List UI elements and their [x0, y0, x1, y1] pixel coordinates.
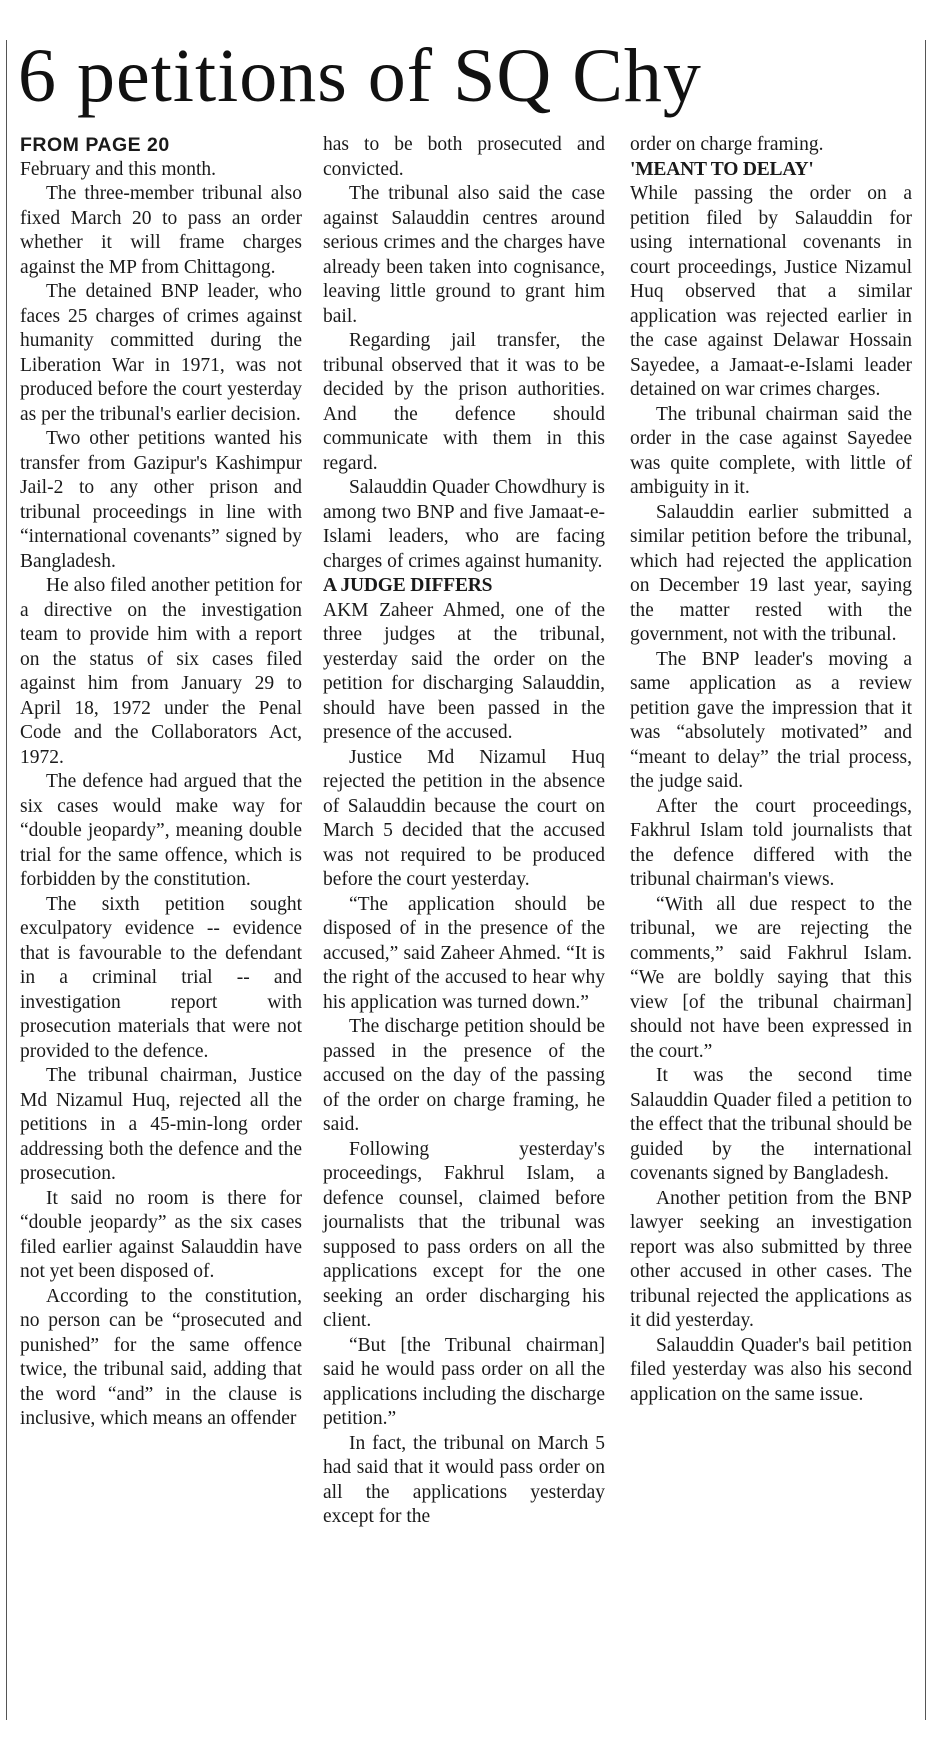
- left-border-rule: [6, 40, 7, 1720]
- paragraph: “With all due respect to the tribunal, we are rejecting the comments,” said Fakhrul Islam. “We are boldly saying that this view [of the tribunal chairman] should not have been expressed in the court.”: [630, 893, 912, 1062]
- paragraph: Salauddin earlier submitted a similar petition before the tribunal, which had rejected the application on December 19 last year, saying the matter rested with the government, not with the tribunal.: [630, 501, 912, 645]
- paragraph: It said no room is there for “double jeopardy” as the six cases filed earlier against Salauddin have not yet been disposed of.: [20, 1187, 302, 1282]
- paragraph: Another petition from the BNP lawyer seeking an investigation report was also submitted by three other accused in other cases. The tribunal rejected the applications as it did yesterday.: [630, 1187, 912, 1331]
- paragraph: While passing the order on a petition filed by Salauddin for using international covenants in court proceedings, Justice Nizamul Huq observed that a similar application was rejected earlier in the case against Delawar Hossain Sayedee, a Jamaat-e-Islami leader detained on war crimes charges.: [630, 183, 912, 400]
- paragraph: The tribunal chairman, Justice Md Nizamul Huq, rejected all the petitions in a 45-min-long order addressing both the defence and the prosecution.: [20, 1065, 302, 1184]
- paragraph: Justice Md Nizamul Huq rejected the petition in the absence of Salauddin because the court on March 5 decided that the accused was not required to be produced before the court yesterday.: [323, 746, 605, 890]
- paragraph: AKM Zaheer Ahmed, one of the three judges at the tribunal, yesterday said the order on the petition for discharging Salauddin, should have been passed in the presence of the accused.: [323, 599, 605, 743]
- paragraph: The tribunal chairman said the order in the case against Sayedee was quite complete, with little of ambiguity in it.: [630, 403, 912, 498]
- kicker-from-page: FROM PAGE 20: [20, 134, 170, 156]
- paragraph: Following yesterday's proceedings, Fakhrul Islam, a defence counsel, claimed before journalists that the tribunal was supposed to pass orders on all the applications except for the one seeking an order discharging his client.: [323, 1138, 605, 1331]
- paragraph: The detained BNP leader, who faces 25 charges of crimes against humanity committed during the Liberation War in 1971, was not produced before the court yesterday as per the tribunal's earlier decision.: [20, 281, 302, 425]
- paragraph: The discharge petition should be passed in the presence of the accused on the day of the passing of the order on charge framing, he said.: [323, 1016, 605, 1135]
- headline: 6 petitions of SQ Chy: [18, 34, 702, 118]
- paragraph: Salauddin Quader's bail petition filed yesterday was also his second application on the same issue.: [630, 1334, 912, 1405]
- paragraph: Salauddin Quader Chowdhury is among two BNP and five Jamaat-e-Islami leaders, who are facing charges of crimes against humanity.: [323, 477, 605, 572]
- column-1: [20, 133, 302, 1733]
- paragraph: According to the constitution, no person can be “prosecuted and punished” for the same offence twice, the tribunal said, adding that the word “and” in the clause is inclusive, which means an offender: [20, 1285, 302, 1429]
- paragraph: The tribunal also said the case against Salauddin centres around serious crimes and the charges have already been taken into cognisance, leaving little ground to grant him bail.: [323, 183, 605, 327]
- paragraph: The sixth petition sought exculpatory evidence -- evidence that is favourable to the defendant in a criminal trial -- and investigation report with prosecution materials that were not provided to the defence.: [20, 893, 302, 1062]
- subheading-a-judge-differs: A JUDGE DIFFERS: [323, 575, 493, 596]
- paragraph: order on charge framing.: [630, 134, 824, 155]
- paragraph: has to be both prosecuted and convicted.: [323, 134, 605, 180]
- subheading-meant-to-delay: 'MEANT TO DELAY': [630, 158, 814, 180]
- paragraph: The BNP leader's moving a same application as a review petition gave the impression that it was “absolutely motivated” and “meant to delay” the trial process, the judge said.: [630, 648, 912, 792]
- paragraph: “The application should be disposed of in the presence of the accused,” said Zaheer Ahmed. “It is the right of the accused to hear why his application was turned down.”: [323, 893, 605, 1013]
- paragraph: The defence had argued that the six cases would make way for “double jeopardy”, meaning double trial for the same offence, which is forbidden by the constitution.: [20, 771, 302, 890]
- paragraph: February and this month.: [20, 158, 217, 180]
- paragraph: After the court proceedings, Fakhrul Islam told journalists that the defence differed with the tribunal chairman's views.: [630, 795, 912, 890]
- paragraph: He also filed another petition for a directive on the investigation team to provide him with a report on the status of six cases filed against him from January 29 to April 18, 1972 under the Penal Code and the Collaborators Act, 1972.: [20, 575, 302, 768]
- column-3: [630, 133, 912, 1733]
- paragraph: Two other petitions wanted his transfer from Gazipur's Kashimpur Jail-2 to any other prison and tribunal proceedings in line with “international covenants” signed by Bangladesh.: [20, 428, 302, 572]
- right-border-rule: [925, 40, 926, 1720]
- paragraph: The three-member tribunal also fixed March 20 to pass an order whether it will frame charges against the MP from Chittagong.: [20, 183, 302, 278]
- paragraph: It was the second time Salauddin Quader filed a petition to the effect that the tribunal should be guided by the international covenants signed by Bangladesh.: [630, 1065, 912, 1184]
- column-2: [323, 133, 605, 1733]
- paragraph: “But [the Tribunal chairman] said he would pass order on all the applications including the discharge petition.”: [323, 1334, 605, 1429]
- paragraph: In fact, the tribunal on March 5 had said that it would pass order on all the applications yesterday except for the: [323, 1432, 605, 1527]
- paragraph: Regarding jail transfer, the tribunal observed that it was to be decided by the prison authorities. And the defence should communicate with them in this regard.: [323, 330, 605, 474]
